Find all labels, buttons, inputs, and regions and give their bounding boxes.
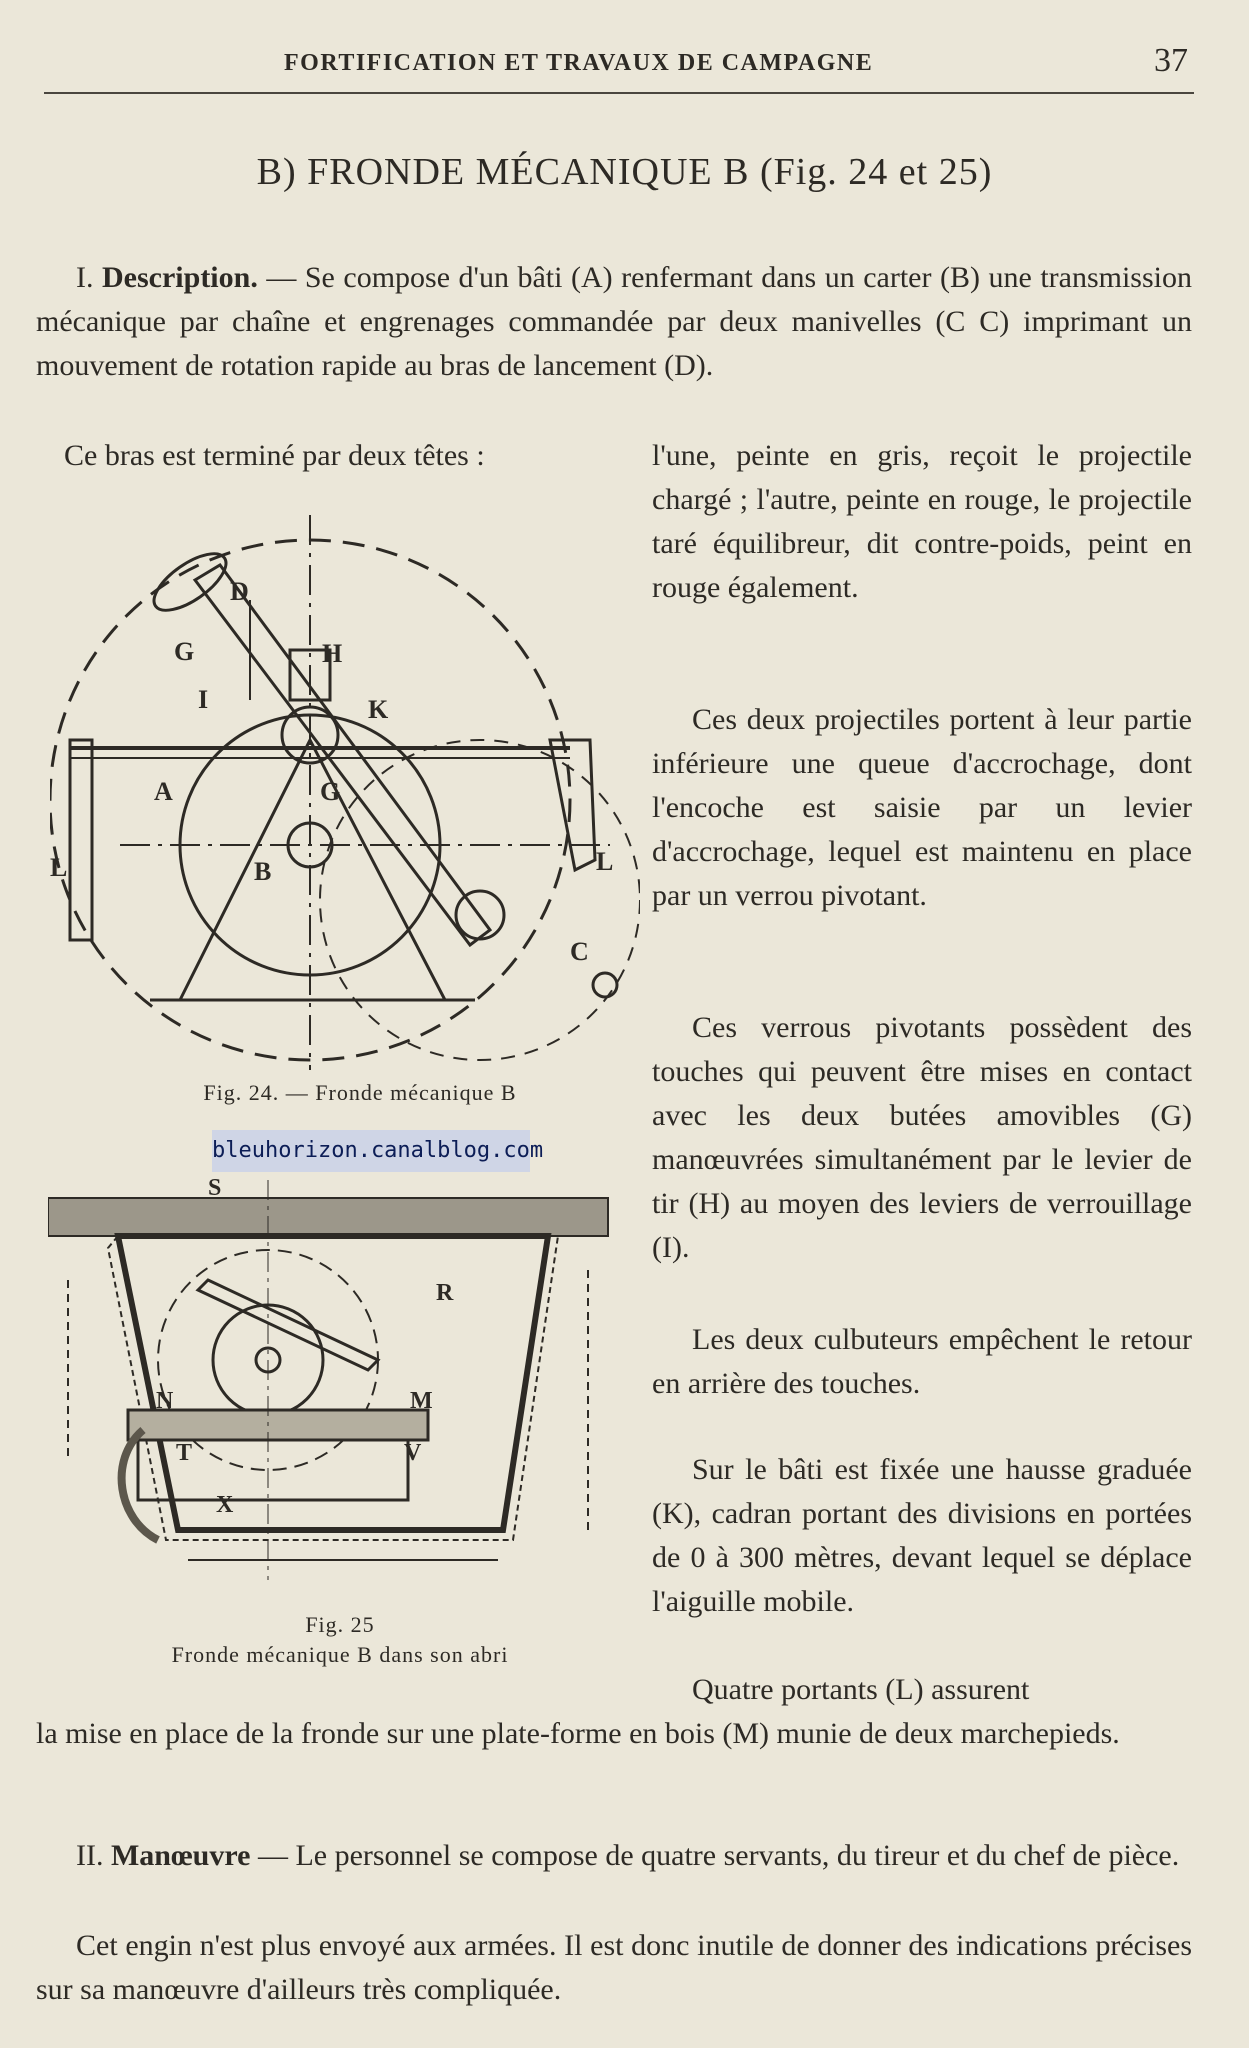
fig24-label-6: G <box>320 777 341 806</box>
manoeuvre-paragraph-1 <box>36 1834 1192 1878</box>
fig25-label-3: M <box>410 1388 433 1414</box>
description-text-4: Ces verrous pivotants possèdent des touches qui peuvent être mises en contact avec les deux butées amovibles (G) manœuvrées simultanément par le levier de tir (H) au moyen des leviers de verrouillage (I). <box>652 1011 1192 1264</box>
manoeuvre-heading: Manœuvre <box>110 1839 251 1872</box>
figure-24 <box>50 500 640 1080</box>
fig24-frame <box>180 740 445 1000</box>
manoeuvre-paragraph-2: Cet engin n'est plus envoyé aux armées. Il est donc inutile de donner des indications précises sur sa manœuvre d'ailleurs très compliquée. <box>36 1929 1192 2006</box>
description-paragraph-2-right: l'une, peinte en gris, reçoit le projectile chargé ; l'autre, peinte en rouge, le projectile taré équilibreur, dit contre-poids, peint en rouge également. <box>652 439 1192 604</box>
fig24-label-7: B <box>254 857 272 886</box>
fig24-label-10: C <box>570 937 589 966</box>
fig24-arm-tip <box>593 973 617 997</box>
fig24-label-2: H <box>322 639 343 668</box>
fig24-label-1: G <box>174 637 195 666</box>
fig25-roof <box>48 1198 608 1236</box>
figure-25-drawing <box>48 1160 618 1580</box>
fig24-right-post <box>550 740 595 870</box>
description-paragraph-2-left: Ce bras est terminé par deux têtes : <box>64 439 485 472</box>
fig24-label-5: A <box>154 777 173 806</box>
fig24-label-3: I <box>198 685 209 714</box>
running-header <box>44 42 1194 94</box>
watermark: bleuhorizon.canalblog.com <box>212 1130 530 1172</box>
manoeuvre-text-1: — Le personnel se compose de quatre servants, du tireur et du chef de pièce. <box>250 1839 1180 1872</box>
fig24-label-0: D <box>230 577 249 606</box>
fig24-label-4: K <box>368 695 389 724</box>
figure-24-drawing <box>50 500 640 1080</box>
description-paragraph-3: Ces deux projectiles portent à leur partie inférieure une queue d'accrochage, dont l'encoche est saisie par un levier d'accrochage, lequel est maintenu en place par un verrou pivotant. <box>652 703 1192 912</box>
fig25-pit-outline <box>108 1236 558 1540</box>
page-number: 37 <box>1154 42 1188 79</box>
figure-25 <box>48 1160 618 1580</box>
fig24-label-9: L <box>596 847 614 876</box>
fig25-label-2: N <box>156 1388 174 1414</box>
fig25-label-6: X <box>216 1492 234 1518</box>
description-text-1: — Se compose d'un bâti (A) renfermant dans un carter (B) une transmission mécanique par chaîne et engrenages commandée par deux manivelles (C C) imprimant un mouvement de rotation rapide au bras de lancement (D). <box>36 261 1192 382</box>
fig24-throwing-arm <box>195 565 490 945</box>
section-title: B) FRONDE MÉCANIQUE B (Fig. 24 et 25) <box>256 151 993 193</box>
fig25-pit <box>118 1236 548 1530</box>
fig25-label-1: R <box>436 1280 454 1306</box>
figure-25-caption: Fronde mécanique B dans son abri <box>171 1642 509 1667</box>
figure-25-label: Fig. 25 <box>305 1612 375 1637</box>
description-paragraph-1 <box>36 256 1192 388</box>
description-paragraph-5: Les deux culbuteurs empêchent le retour en arrière des touches. <box>652 1323 1192 1400</box>
description-paragraph-7a: Quatre portants (L) assurent <box>692 1673 1030 1706</box>
fig25-ramp <box>122 1430 158 1540</box>
fig25-label-5: V <box>404 1440 422 1466</box>
description-number: I. <box>76 261 94 294</box>
fig24-label-8: L <box>50 853 68 882</box>
fig25-label-4: T <box>176 1440 193 1466</box>
description-paragraph-6: Sur le bâti est fixée une hausse graduée (K), cadran portant des divisions en portées de 0 à 300 mètres, devant lequel se déplace l'aiguille mobile. <box>652 1453 1192 1618</box>
description-heading: Description. <box>102 261 258 294</box>
figure-24-caption: Fig. 24. — Fronde mécanique B <box>203 1080 517 1105</box>
fig24-left-post <box>70 740 92 940</box>
fig24-arm-head <box>145 543 234 621</box>
description-paragraph-4a <box>652 1006 1192 1270</box>
fig25-label-0: S <box>208 1175 222 1201</box>
description-paragraph-7b: la mise en place de la fronde sur une plate-forme en bois (M) munie de deux marchepieds. <box>36 1717 1120 1750</box>
fig25-platform <box>128 1410 428 1440</box>
manoeuvre-number: II. <box>76 1839 104 1872</box>
running-title: FORTIFICATION ET TRAVAUX DE CAMPAGNE <box>284 50 874 76</box>
